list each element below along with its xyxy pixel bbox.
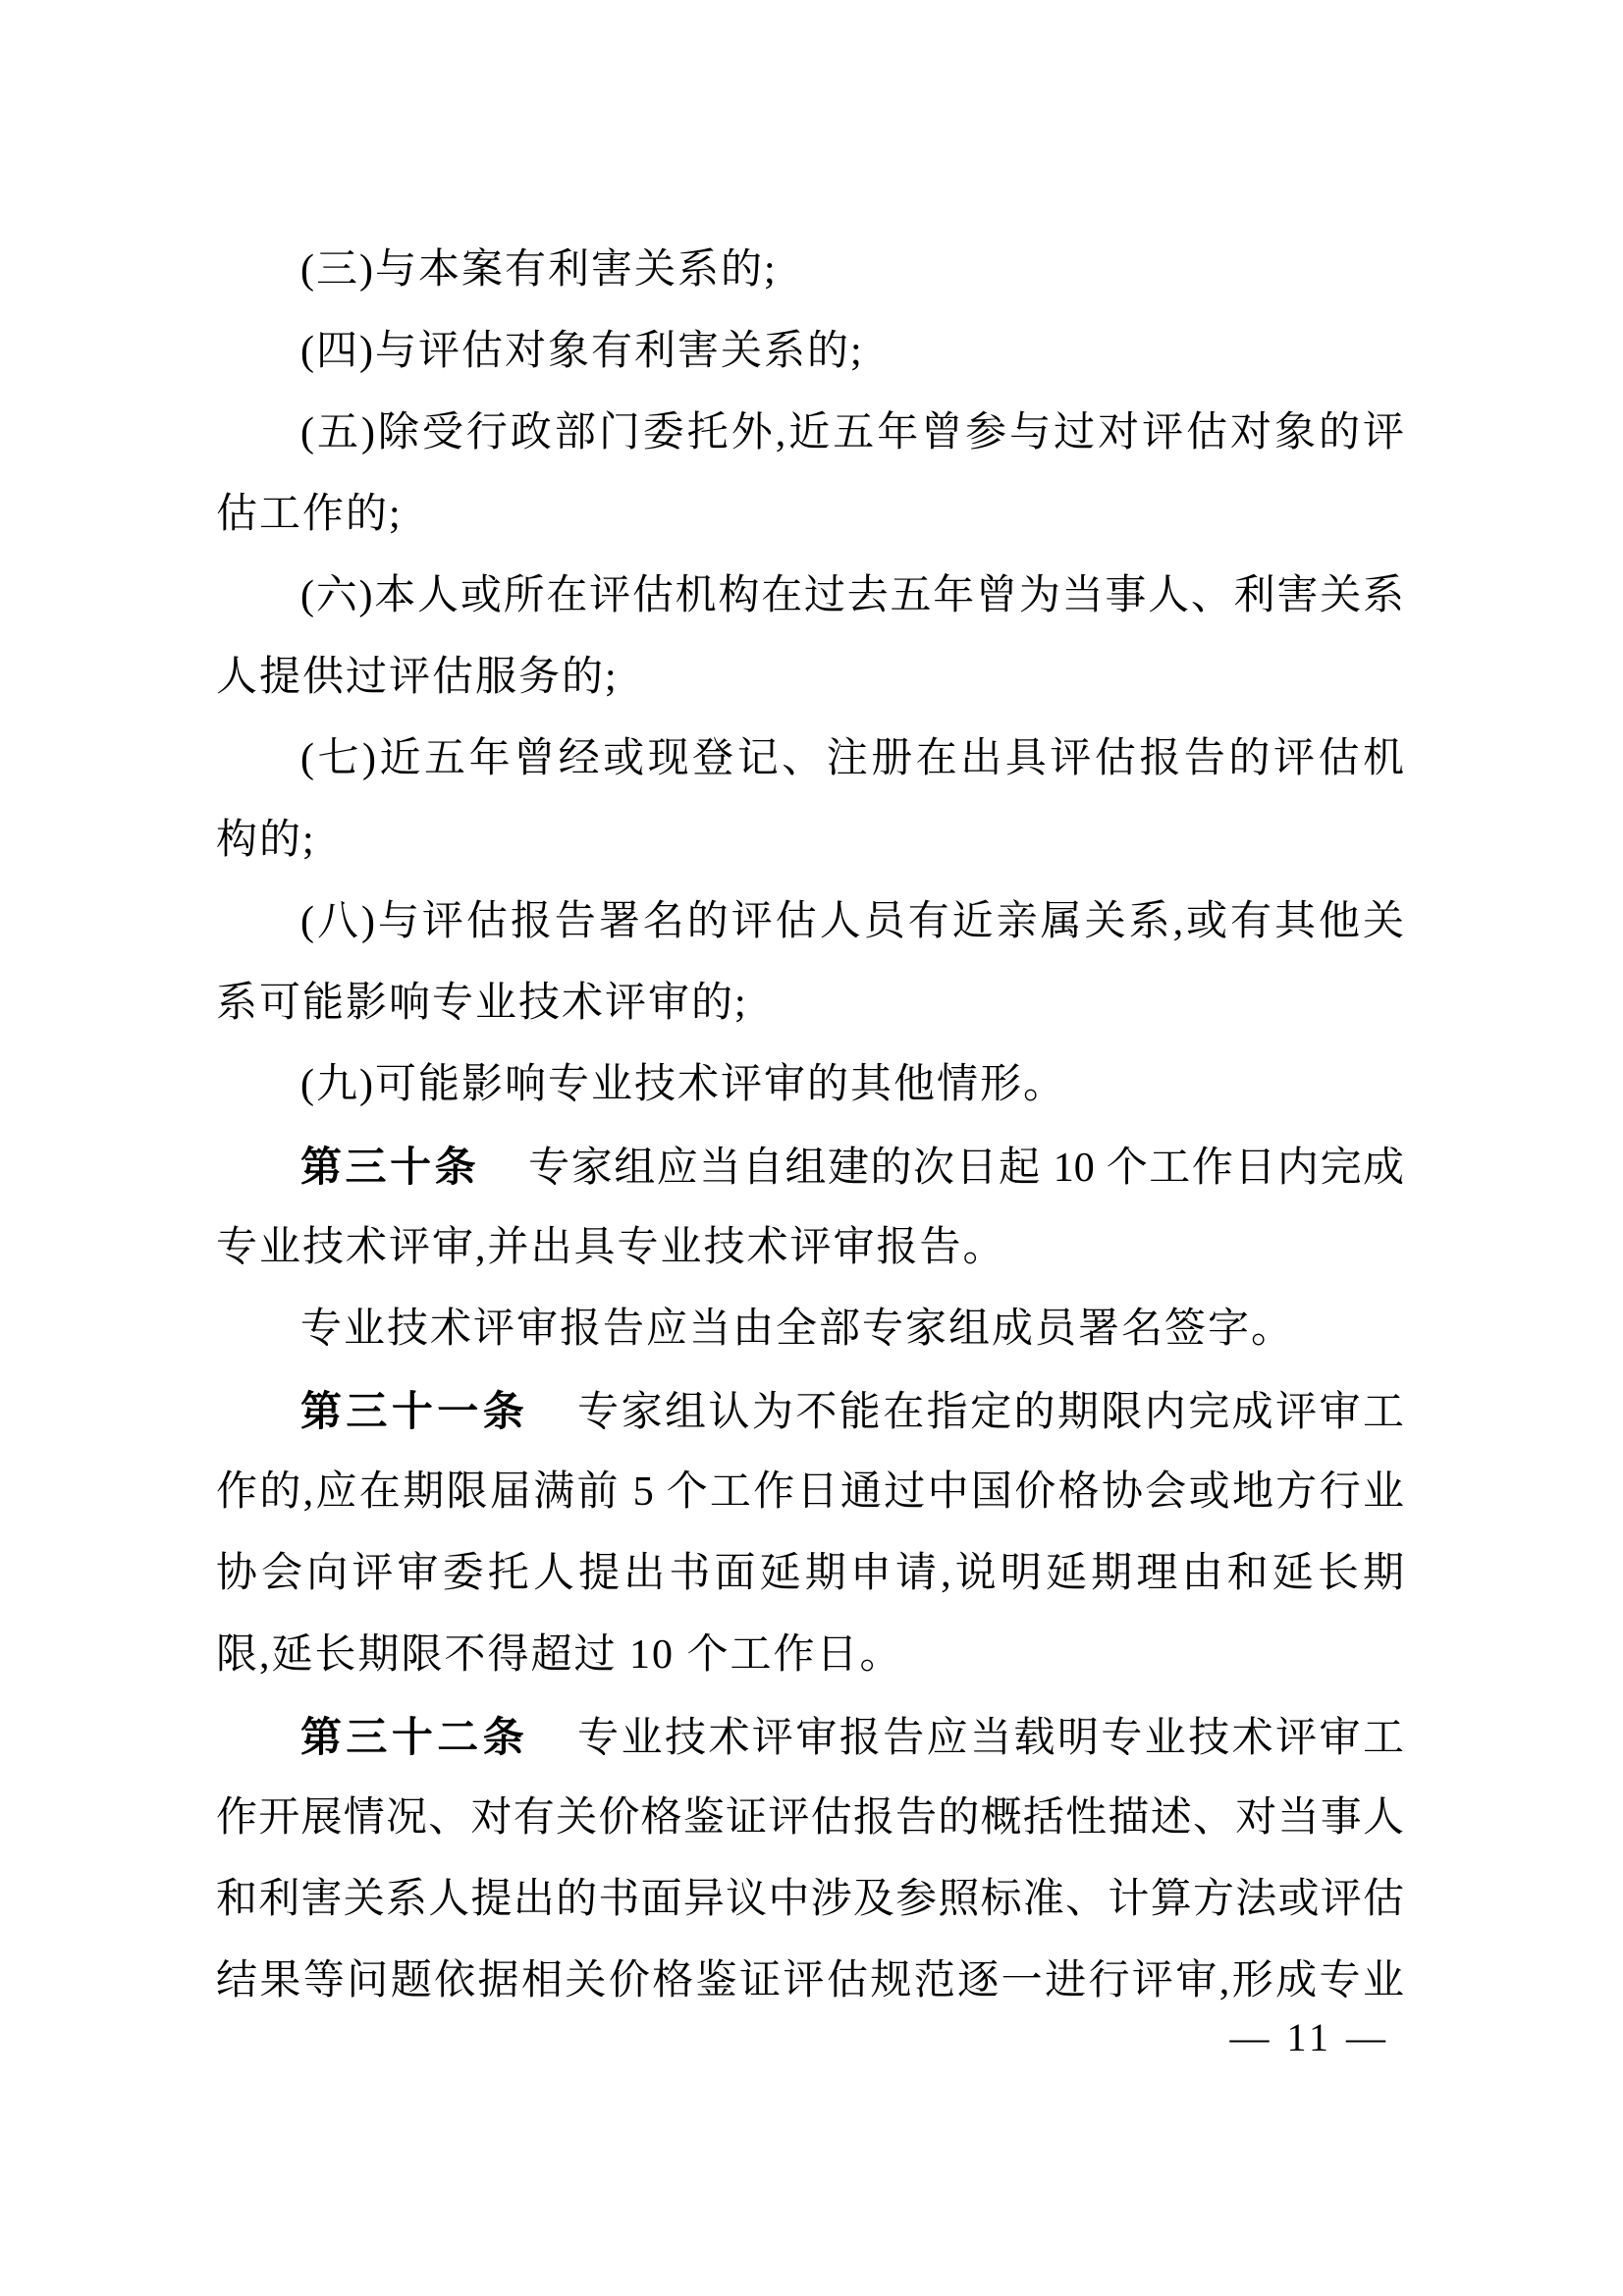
line-text: (七)近五年曾经或现登记、注册在出具评估报告的评估机 <box>300 736 1404 781</box>
text-line <box>216 881 1404 963</box>
line-text: (三)与本案有利害关系的; <box>300 247 778 293</box>
line-text: 和利害关系人提出的书面异议中涉及参照标准、计算方法或评估 <box>216 1877 1404 1922</box>
line-text: 结果等问题依据相关价格鉴证评估规范逐一进行评审,形成专业 <box>216 1958 1404 2003</box>
line-text: 估工作的; <box>216 492 403 537</box>
line-text: 协会向评审委托人提出书面延期申请,说明延期理由和延长期 <box>216 1551 1404 1596</box>
line-text: 作的,应在期限届满前 5 个工作日通过中国价格协会或地方行业 <box>216 1469 1404 1515</box>
text-line <box>216 393 1404 474</box>
text-line <box>216 719 1404 800</box>
article-number: 第三十一条 <box>300 1388 529 1434</box>
text-line <box>216 1126 1404 1207</box>
line-text: 专家组认为不能在指定的期限内完成评审工 <box>577 1390 1404 1435</box>
line-text: (六)本人或所在评估机构在过去五年曾为当事人、利害关系 <box>300 573 1404 618</box>
line-text: 专业技术评审报告应当载明专业技术评审工 <box>577 1716 1404 1761</box>
text-line <box>216 800 1404 881</box>
text-line <box>216 474 1404 556</box>
text-line <box>216 963 1404 1044</box>
document-body <box>216 230 1404 2022</box>
text-line <box>216 1615 1404 1696</box>
line-text: 限,延长期限不得超过 10 个工作日。 <box>216 1632 903 1678</box>
article-number: 第三十二条 <box>300 1714 529 1760</box>
line-text: 作开展情况、对有关价格鉴证评估报告的概括性描述、对当事人 <box>216 1795 1404 1841</box>
line-text: 人提供过评估服务的; <box>216 655 619 700</box>
text-line <box>216 1370 1404 1452</box>
page-number: — 11 — <box>1229 2015 1389 2059</box>
line-text: 构的; <box>216 818 316 863</box>
line-text: 专家组应当自组建的次日起 10 个工作日内完成 <box>528 1146 1404 1191</box>
text-line <box>216 1452 1404 1533</box>
text-line <box>216 311 1404 393</box>
text-line <box>216 1207 1404 1289</box>
line-text: (八)与评估报告署名的评估人员有近亲属关系,或有其他关 <box>300 899 1404 944</box>
text-line <box>216 1289 1404 1370</box>
line-text: 专业技术评审报告应当由全部专家组成员署名签字。 <box>300 1307 1295 1352</box>
text-line <box>216 556 1404 637</box>
line-text: (五)除受行政部门委托外,近五年曾参与过对评估对象的评 <box>300 410 1404 455</box>
line-text: (四)与评估对象有利害关系的; <box>300 329 864 374</box>
text-line <box>216 1044 1404 1126</box>
article-number: 第三十条 <box>300 1144 480 1190</box>
line-text: 专业技术评审,并出具专业技术评审报告。 <box>216 1225 1006 1270</box>
text-line <box>216 1533 1404 1615</box>
line-text: 系可能影响专业技术评审的; <box>216 981 748 1026</box>
text-line <box>216 1941 1404 2022</box>
text-line <box>216 1778 1404 1859</box>
text-line <box>216 1859 1404 1941</box>
text-line <box>216 230 1404 311</box>
line-text: (九)可能影响专业技术评审的其他情形。 <box>300 1062 1066 1107</box>
text-line <box>216 1696 1404 1778</box>
text-line <box>216 637 1404 719</box>
